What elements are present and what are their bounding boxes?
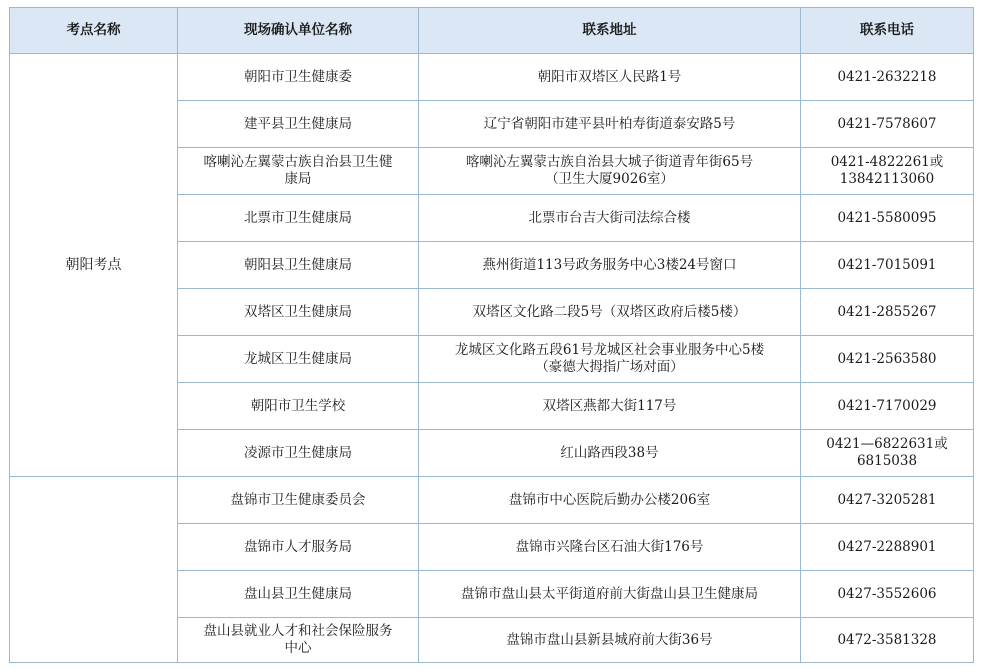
phone-cell bbox=[801, 148, 974, 195]
unit-name-cell-text: 康局 bbox=[284, 171, 312, 187]
unit-name-cell-text: 盘山县就业人才和社会保险服务 bbox=[203, 623, 393, 639]
unit-name-cell-text: 朝阳县卫生健康局 bbox=[244, 256, 352, 273]
unit-name-cell bbox=[178, 430, 419, 477]
unit-name-cell bbox=[178, 242, 419, 289]
unit-name-cell bbox=[178, 148, 419, 195]
address-cell bbox=[419, 336, 801, 383]
table-row bbox=[10, 477, 974, 524]
phone-cell bbox=[801, 524, 974, 571]
unit-name-cell-text: 喀喇沁左翼蒙古族自治县卫生健 bbox=[203, 154, 393, 170]
address-cell-text: 北票市台吉大街司法综合楼 bbox=[528, 209, 691, 226]
phone-cell bbox=[801, 430, 974, 477]
address-cell bbox=[419, 148, 801, 195]
table-row bbox=[10, 54, 974, 101]
address-cell-text: 双塔区文化路二段5号（双塔区政府后楼5楼） bbox=[472, 303, 747, 320]
unit-name-cell-text: 朝阳市卫生健康委 bbox=[244, 68, 352, 85]
phone-cell-text: 13842113060 bbox=[839, 171, 935, 187]
address-cell-text: 盘锦市中心医院后勤办公楼206室 bbox=[508, 491, 711, 508]
site-name-cell: 朝阳考点 bbox=[10, 54, 178, 477]
address-cell-text: （卫生大厦9026室） bbox=[545, 171, 674, 187]
phone-cell bbox=[801, 383, 974, 430]
exam-site-table bbox=[9, 7, 974, 663]
phone-cell bbox=[801, 336, 974, 383]
unit-name-cell-text: 建平县卫生健康局 bbox=[244, 115, 352, 132]
address-cell bbox=[419, 54, 801, 101]
phone-cell-text: 0427-3552606 bbox=[837, 585, 937, 602]
unit-name-cell bbox=[178, 571, 419, 618]
site-name-cell bbox=[10, 477, 178, 663]
phone-cell-text: 0421-2563580 bbox=[837, 350, 937, 367]
header-site-name: 考点名称 bbox=[10, 8, 178, 54]
address-cell bbox=[419, 571, 801, 618]
address-cell bbox=[419, 524, 801, 571]
phone-cell-text: 6815038 bbox=[856, 453, 918, 469]
phone-cell bbox=[801, 618, 974, 663]
address-cell-text: 燕州街道113号政务服务中心3楼24号窗口 bbox=[482, 256, 737, 273]
phone-cell bbox=[801, 54, 974, 101]
phone-cell-text: 0421—6822631或 bbox=[826, 436, 948, 452]
phone-cell-text: 0427-2288901 bbox=[837, 538, 937, 555]
unit-name-cell-text: 中心 bbox=[284, 640, 312, 656]
phone-cell-text: 0421-2632218 bbox=[837, 68, 937, 85]
unit-name-cell-text: 龙城区卫生健康局 bbox=[244, 350, 352, 367]
address-cell-text: 盘锦市盘山县太平街道府前大街盘山县卫生健康局 bbox=[461, 585, 758, 602]
address-cell-text: 盘锦市盘山县新县城府前大街36号 bbox=[506, 631, 713, 648]
table-body bbox=[10, 54, 974, 663]
address-cell bbox=[419, 195, 801, 242]
unit-name-cell-text: 朝阳市卫生学校 bbox=[250, 397, 346, 414]
unit-name-cell bbox=[178, 289, 419, 336]
header-row bbox=[10, 8, 974, 54]
address-cell bbox=[419, 430, 801, 477]
phone-cell bbox=[801, 571, 974, 618]
unit-name-cell-text: 盘山县卫生健康局 bbox=[244, 585, 352, 602]
address-cell bbox=[419, 242, 801, 289]
header-phone: 联系电话 bbox=[801, 8, 974, 54]
phone-cell-text: 0427-3205281 bbox=[837, 491, 937, 508]
address-cell-text: 朝阳市双塔区人民路1号 bbox=[537, 68, 682, 85]
address-cell bbox=[419, 477, 801, 524]
unit-name-cell bbox=[178, 336, 419, 383]
unit-name-cell bbox=[178, 477, 419, 524]
phone-cell-text: 0421-7170029 bbox=[837, 397, 937, 414]
address-cell bbox=[419, 101, 801, 148]
phone-cell bbox=[801, 101, 974, 148]
phone-cell bbox=[801, 289, 974, 336]
address-cell bbox=[419, 289, 801, 336]
phone-cell-text: 0472-3581328 bbox=[837, 631, 937, 648]
address-cell-text: 龙城区文化路五段61号龙城区社会事业服务中心5楼 bbox=[454, 342, 765, 358]
address-cell-text: 盘锦市兴隆台区石油大街176号 bbox=[515, 538, 704, 555]
unit-name-cell bbox=[178, 383, 419, 430]
unit-name-cell bbox=[178, 618, 419, 663]
phone-cell-text: 0421-7015091 bbox=[837, 256, 937, 273]
unit-name-cell-text: 北票市卫生健康局 bbox=[244, 209, 352, 226]
address-cell-text: 红山路西段38号 bbox=[560, 444, 659, 461]
unit-name-cell bbox=[178, 54, 419, 101]
phone-cell-text: 0421-7578607 bbox=[837, 115, 937, 132]
phone-cell bbox=[801, 195, 974, 242]
unit-name-cell bbox=[178, 524, 419, 571]
unit-name-cell-text: 凌源市卫生健康局 bbox=[244, 444, 352, 461]
unit-name-cell bbox=[178, 195, 419, 242]
address-cell-text: 喀喇沁左翼蒙古族自治县大城子街道青年街65号 bbox=[465, 154, 754, 170]
address-cell bbox=[419, 383, 801, 430]
unit-name-cell-text: 盘锦市人才服务局 bbox=[244, 538, 352, 555]
header-address: 联系地址 bbox=[419, 8, 801, 54]
address-cell-text: 双塔区燕都大街117号 bbox=[542, 397, 677, 414]
phone-cell-text: 0421-4822261或 bbox=[830, 154, 944, 170]
phone-cell bbox=[801, 242, 974, 289]
unit-name-cell-text: 双塔区卫生健康局 bbox=[244, 303, 352, 320]
phone-cell bbox=[801, 477, 974, 524]
address-cell bbox=[419, 618, 801, 663]
address-cell-text: 辽宁省朝阳市建平县叶柏寿街道泰安路5号 bbox=[483, 115, 736, 132]
phone-cell-text: 0421-2855267 bbox=[837, 303, 937, 320]
unit-name-cell-text: 盘锦市卫生健康委员会 bbox=[230, 491, 366, 508]
header-unit-name: 现场确认单位名称 bbox=[178, 8, 419, 54]
unit-name-cell bbox=[178, 101, 419, 148]
phone-cell-text: 0421-5580095 bbox=[837, 209, 937, 226]
address-cell-text: （豪德大拇指广场对面） bbox=[535, 359, 684, 375]
